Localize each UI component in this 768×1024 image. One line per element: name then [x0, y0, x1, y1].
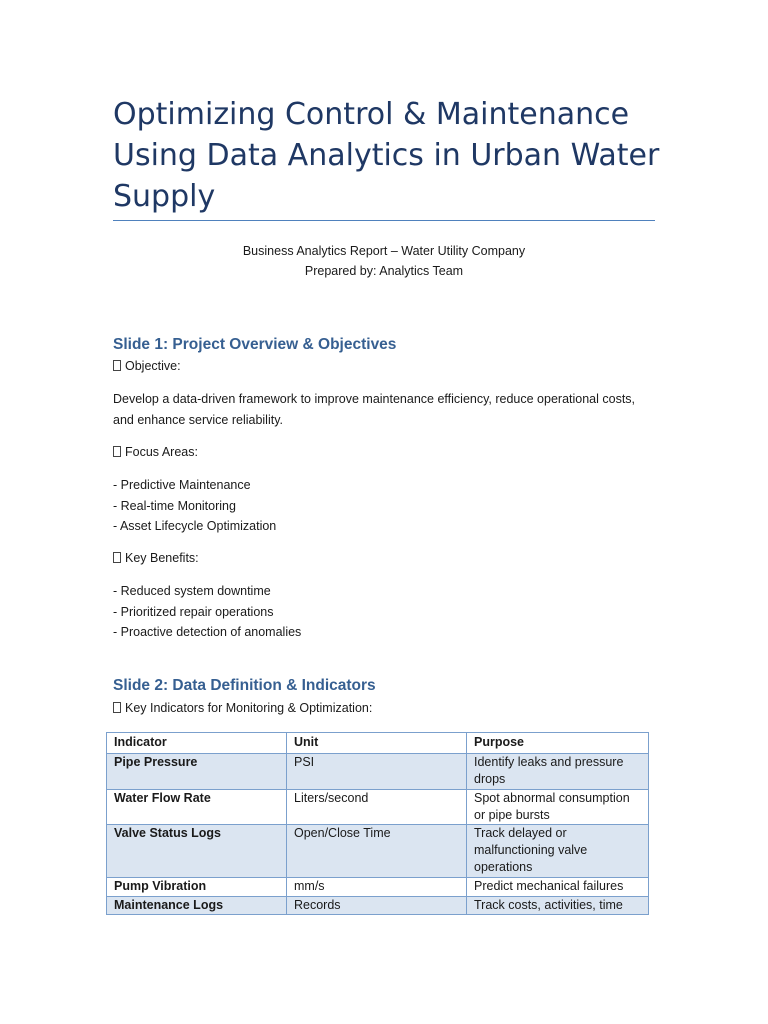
benefits-label: Key Benefits:: [125, 551, 199, 565]
table-header-cell: Indicator: [107, 733, 287, 754]
table-cell: Predict mechanical failures: [467, 878, 649, 897]
benefits-label-line: [113, 548, 658, 569]
table-header-cell: Purpose: [467, 733, 649, 754]
objective-label-line: [113, 356, 658, 377]
table-cell: Track delayed or malfunctioning valve operations: [467, 825, 649, 878]
title-divider: [113, 220, 655, 221]
table-cell: Maintenance Logs: [107, 897, 287, 915]
objective-label: Objective:: [125, 359, 181, 373]
table-cell: Liters/second: [287, 790, 467, 825]
focus-item: - Asset Lifecycle Optimization: [113, 519, 277, 533]
missing-glyph-icon: [113, 360, 121, 371]
table-cell: Spot abnormal consumption or pipe bursts: [467, 790, 649, 825]
document-title: Optimizing Control & Maintenance Using Data Analytics in Urban Water Supply: [113, 97, 660, 214]
table-row: [107, 878, 649, 897]
missing-glyph-icon: [113, 552, 121, 563]
objective-text: Develop a data-driven framework to improve maintenance efficiency, reduce operational costs, and enhance service reliability.: [113, 392, 636, 427]
focus-item: - Real-time Monitoring: [113, 498, 236, 513]
indicators-table: [106, 732, 649, 915]
report-subtitle: Business Analytics Report – Water Utility Company: [242, 244, 526, 258]
benefit-item: - Prioritized repair operations: [113, 604, 274, 619]
slide2-heading: Slide 2: Data Definition & Indicators: [113, 677, 376, 694]
table-cell: Water Flow Rate: [107, 790, 287, 825]
table-header-cell: Unit: [287, 733, 467, 754]
table-cell: Open/Close Time: [287, 825, 467, 878]
benefit-item: - Reduced system downtime: [113, 584, 271, 598]
table-cell: mm/s: [287, 878, 467, 897]
table-cell: Records: [287, 897, 467, 915]
focus-item: - Predictive Maintenance: [113, 478, 251, 492]
missing-glyph-icon: [113, 702, 121, 713]
table-row: [107, 825, 649, 878]
table-cell: Pump Vibration: [107, 878, 287, 897]
focus-label: Focus Areas:: [125, 445, 198, 459]
slide1-heading: Slide 1: Project Overview & Objectives: [113, 336, 397, 353]
prepared-by: Prepared by: Analytics Team: [304, 264, 464, 278]
table-row: [107, 790, 649, 825]
table-header-row: [107, 733, 649, 754]
table-cell: Identify leaks and pressure drops: [467, 754, 649, 790]
table-cell: PSI: [287, 754, 467, 790]
table-row: [107, 754, 649, 790]
table-cell: Track costs, activities, time: [467, 897, 649, 915]
table-cell: Valve Status Logs: [107, 825, 287, 878]
indicators-intro-line: [113, 698, 658, 719]
missing-glyph-icon: [113, 446, 121, 457]
table-cell: Pipe Pressure: [107, 754, 287, 790]
benefit-item: - Proactive detection of anomalies: [113, 625, 302, 639]
indicators-intro: Key Indicators for Monitoring & Optimization:: [125, 701, 373, 715]
focus-label-line: [113, 442, 658, 463]
table-row: [107, 897, 649, 915]
